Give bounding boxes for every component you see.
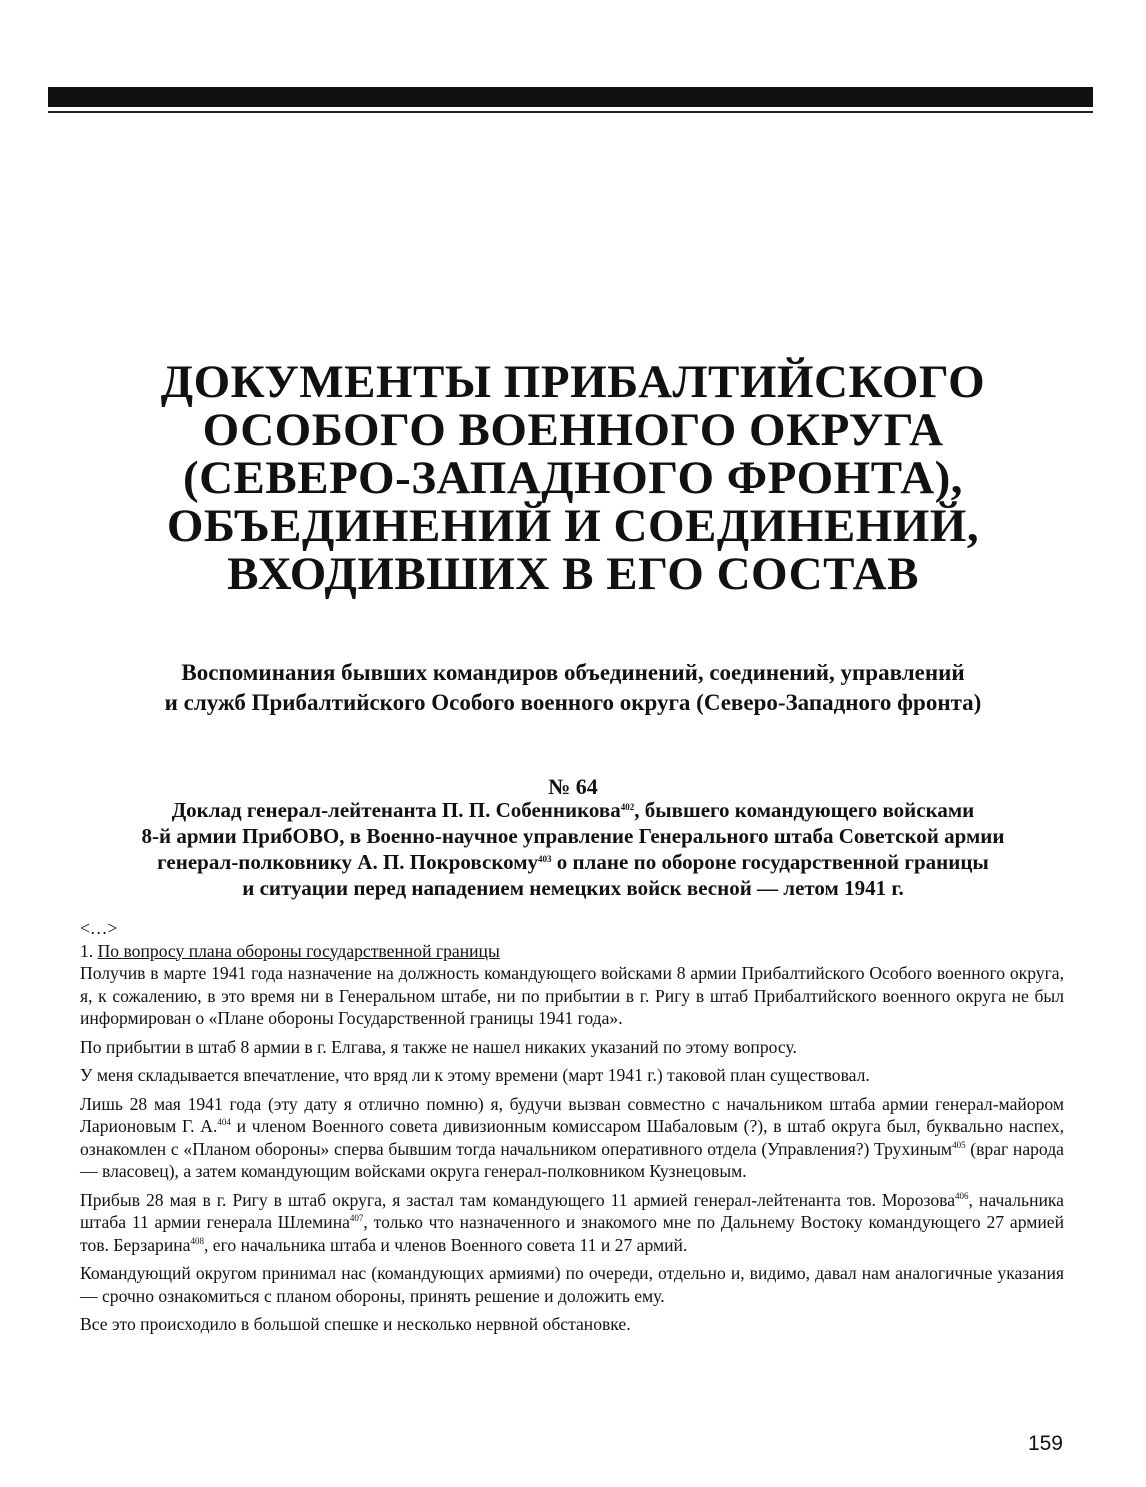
document-heading	[60, 797, 1086, 901]
footnote-ref: 405	[952, 1139, 966, 1150]
plan-heading: 1. По вопросу плана обороны государственной границы	[80, 940, 500, 961]
section-title-line: ОСОБОГО ВОЕННОГО ОКРУГА	[202, 404, 944, 456]
subsection-title	[60, 658, 1086, 718]
document-heading-line: и ситуации перед нападением немецких войск весной — летом 1941 г.	[242, 876, 904, 900]
paragraph: По прибытии в штаб 8 армии в г. Елгава, я также не нашел никаких указаний по этому вопросу.	[80, 1036, 797, 1057]
document-heading-line: Доклад генерал-лейтенанта П. П. Собенникова$^{402}$, бывшего командующего войсками	[171, 798, 975, 822]
paragraph: Командующий округом принимал нас (командующих армиями) по очереди, отдельно и, видимо, давал нам аналогичные указания — срочно ознакомиться с планом обороны, принять решение и доложить ему.	[80, 1263, 1064, 1306]
document-number: № 64	[548, 774, 598, 799]
section-title	[60, 358, 1086, 598]
section-title-line: ДОКУМЕНТЫ ПРИБАЛТИЙСКОГО	[160, 356, 986, 408]
subsection-title-line: Воспоминания бывших командиров объединений, соединений, управлений	[181, 660, 965, 685]
document-heading-line: 8-й армии ПрибОВО, в Военно-научное управление Генерального штаба Советской армии	[141, 824, 1005, 848]
footnote-ref: 408	[190, 1235, 204, 1246]
footnote-ref: 407	[349, 1213, 364, 1223]
footnote-ref: 404	[217, 1117, 231, 1127]
paragraph: У меня складывается впечатление, что вряд ли к этому времени (март 1941 г.) таковой план существовал.	[80, 1065, 870, 1085]
footnote-ref: 403	[538, 854, 552, 864]
header-rule-thick	[48, 87, 1093, 107]
footnote-ref: 402	[620, 802, 635, 812]
page-number: 159	[1027, 1432, 1063, 1455]
section-title-line: (СЕВЕРО-ЗАПАДНОГО ФРОНТА),	[182, 452, 964, 504]
section-title-line: ОБЪЕДИНЕНИЙ И СОЕДИНЕНИЙ,	[166, 500, 980, 552]
paragraph: Лишь 28 мая 1941 года (эту дату я отлично помню) я, будучи вызван совместно с начальником штаба армии генерал-майором Ларионовым Г. А.$^{404}$ и членом Военного совета дивизионным комиссаром Шабаловым (?), в штаб округа был, буквально наспех, ознакомлен с «Планом обороны» сперва бывшим тогда начальником оперативного отдела (Управления?) Трухиным$^{405}$ (враг народа — власовец), а затем командующим войсками округа генерал-полковником Кузнецовым.	[80, 1093, 1064, 1181]
document-body	[80, 917, 1064, 1336]
header-rule-thin	[48, 111, 1093, 113]
subsection-title-line: и служб Прибалтийского Особого военного округа (Северо-Западного фронта)	[164, 690, 982, 715]
paragraph: Прибыв 28 мая в г. Ригу в штаб округа, я застал там командующего 11 армией генерал-лейтенанта тов. Морозова$^{406}$, начальника штаба 11 армии генерала Шлемина$^{407}$, только что назначенного и знакомого мне по Дальнему Востоку командующего 27 армией тов. Берзарина$^{408}$, его начальника штаба и членов Военного совета 11 и 27 армий.	[80, 1189, 1064, 1255]
footnote-ref: 406	[955, 1190, 969, 1201]
paragraph: Получив в марте 1941 года назначение на должность командующего войсками 8 армии Прибалтийского Особого военного округа, я, к сожалению, в это время ни в Генеральном штабе, ни по прибытии в г. Ригу в штаб Прибалтийского военного округа не был информирован о «Плане обороны Государственной границы 1941 года».	[80, 963, 1064, 1028]
paragraph: Все это происходило в большой спешке и несколько нервной обстановке.	[80, 1314, 631, 1334]
section-title-line: ВХОДИВШИХ В ЕГО СОСТАВ	[227, 548, 919, 600]
document-heading-line: генерал-полковнику А. П. Покровскому$^{403}$ о плане по обороне государственной границы	[157, 850, 989, 874]
omission-mark: <…>	[80, 918, 118, 938]
